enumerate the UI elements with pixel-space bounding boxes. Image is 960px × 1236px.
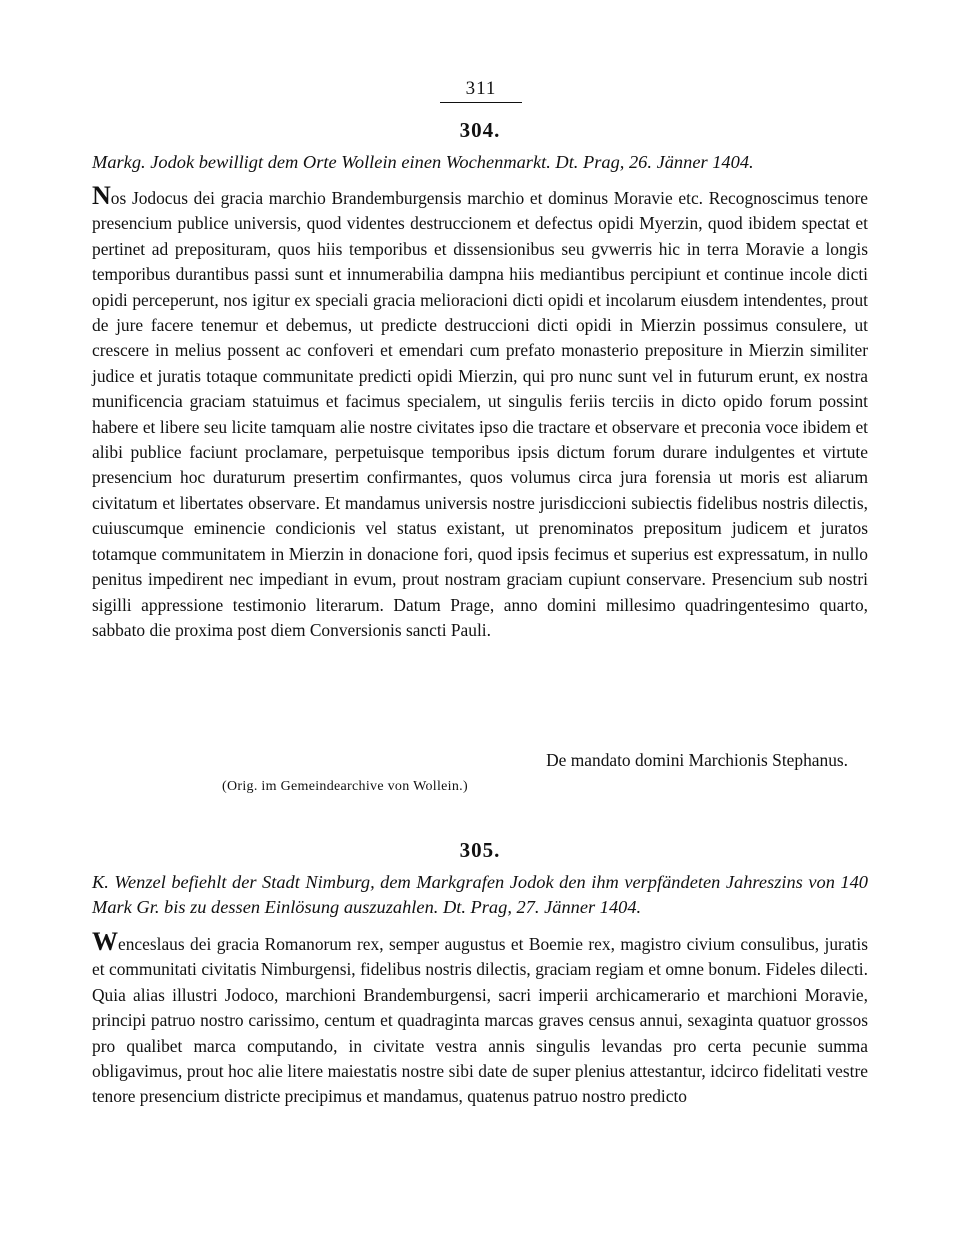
document-body-305: enceslaus dei gracia Romanorum rex, semper augustus et Boemie rex, magistro civium consulibus, juratis et communitati civitatis Nimburgensi, fidelibus nostris dilectis, graciam regiam et omne bonum. Fideles dilecti. Quia alias illustri Jodoco, marchioni Brandemburgensi, sacri imperii archicamerario et marchioni Moravie, principi patruo nostro carissimo, centum et quadraginta marcas graves census annui, sexaginta quatuor grossos pro qualibet marca computando, in civitate vestra annis singulis levandas pro certa pecunie summa obligavimus, prout hoc alie litere maiestatis nostre sibi date de super plenius attestantur, idcirco fidelitati vestre tenore presencium districte precipimus et mandamus, quatenus patruo nostro predicto	[92, 934, 868, 1107]
initial-letter: W	[92, 927, 118, 956]
document-number-304: 304.	[459, 118, 501, 142]
document-number-305: 305.	[459, 838, 501, 862]
source-note-304: (Orig. im Gemeindearchive von Wollein.)	[222, 779, 468, 794]
document-body-304: os Jodocus dei gracia marchio Brandemburgensis marchio et dominus Moravie etc. Recognoscimus tenore presencium publice universis, quod videntes destruccionem et defectus opidi Myerzin, quod ibidem spectat et pertinet ad preposituram, quos hiis temporibus et dissensionibus seu gvwerris hic in terra Moravie a longis temporibus durantibus passi sunt et innumerabilia dampna hiis mediantibus percipiunt et continue incole dicti opidi perceperunt, nos igitur ex speciali gracia melioracioni dicti opidi et incolarum eiusdem intendentes, prout de jure facere tenemur et debemus, ut predicte destruccioni dicti opidi in Mierzin possimus consulere, ut crescere in melius possent ac confoveri et emendari cum prefato monasterio prepositure in Mierzin similiter judice et juratis totaque communitate predicti opidi Mierzin, qui pro nunc sunt vel in futurum erunt, ex nostra munificencia graciam statuimus et facimus specialem, ut singulis feriis terciis in dicto opido forum possint habere et libere seu licite tamquam alie nostre civitates ipso die tractare et observare et preconia voce ibidem et alibi publice faciunt proclamare, perpetuisque temporibus ipsis dictum forum durare indulgentes et virtute presencium hoc duraturum presertim confirmantes, quos volumus circa jura forensia ut moris est aliarum civitatum et libertates observare. Et mandamus universis nostre jurisdiccioni subiectis fidelibus nostris dilectis, cuiuscumque eminencie condicionis vel status existant, ut prenominatos prepositum judicem et juratos totamque communitatem in Mierzin in donacione fori, quod ipsis fecimus et superius est expressatum, in nullo penitus impedirent nec impediant in evum, prout nostram graciam cupiunt conservare. Presencium sub nostri sigilli appressione testimonio literarum. Datum Prage, anno domini millesimo quadringentesimo quarto, sabbato die proxima post diem Conversionis sancti Pauli.	[92, 188, 868, 640]
initial-letter: N	[92, 181, 111, 210]
document-text-304	[92, 181, 868, 643]
document-regest-304: Markg. Jodok bewilligt dem Orte Wollein einen Wochenmarkt. Dt. Prag, 26. Jänner 1404.	[92, 152, 754, 172]
document-regest-305: K. Wenzel befiehlt der Stadt Nimburg, dem Markgrafen Jodok den ihm verpfändeten Jahreszins von 140 Mark Gr. bis zu dessen Einlösung auszuzahlen. Dt. Prag, 27. Jänner 1404.	[92, 872, 868, 917]
document-signature-304: De mandato domini Marchionis Stephanus.	[546, 750, 848, 770]
page-number: 311	[440, 78, 522, 103]
document-text-305	[92, 927, 868, 1110]
